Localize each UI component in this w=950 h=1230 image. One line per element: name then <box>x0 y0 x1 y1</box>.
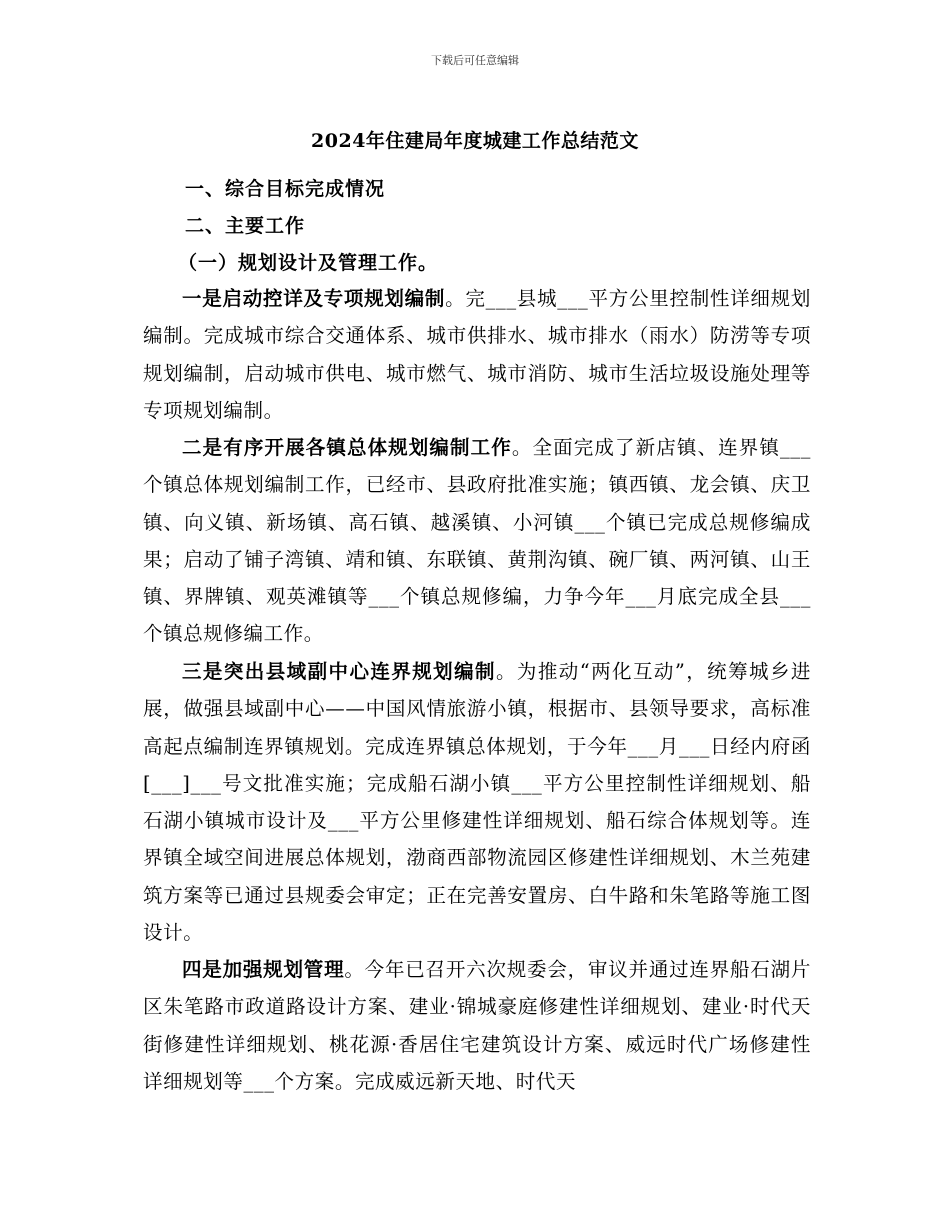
paragraph-body: 。全面完成了新店镇、连界镇___个镇总体规划编制工作，已经市、县政府批准实施；镇西镇、龙会镇、庆卫镇、向义镇、新场镇、高石镇、越溪镇、小河镇___个镇已完成总规修编成果；启动了铺子湾镇、靖和镇、东联镇、黄荆沟镇、碗厂镇、两河镇、山王镇、界牌镇、观英滩镇等___个镇总规修编，力争今年___月底完成全县___个镇总规修编工作。 <box>143 436 811 646</box>
paragraph-body: 。为推动“两化互动”，统筹城乡进展，做强县域副中心——中国风情旅游小镇，根据市、县领导要求，高标准高起点编制连界镇规划。完成连界镇总体规划，于今年___月___日经内府函[___]___号文批准实施；完成船石湖小镇___平方公里控制性详细规划、船石湖小镇城市设计及___平方公里修建性详细规划、船石综合体规划等。连界镇全域空间进展总体规划，渤商西部物流园区修建性详细规划、木兰苑建筑方案等已通过县规委会审定；正在完善安置房、白牛路和朱笔路等施工图设计。 <box>143 660 811 945</box>
section-heading-1: 一、综合目标完成情况 <box>185 178 386 200</box>
paragraph-4 <box>143 951 811 1100</box>
paragraph-lead: 二是有序开展各镇总体规划编制工作 <box>182 436 512 459</box>
subsection-heading: （一）规划设计及管理工作。 <box>178 252 439 274</box>
paragraph-lead: 三是突出县域副中心连界规划编制 <box>182 660 496 683</box>
paragraph-lead: 一是启动控详及专项规划编制 <box>182 287 446 310</box>
paragraph-body: 。今年已召开六次规委会，审议并通过连界船石湖片区朱笔路市政道路设计方案、建业·锦城豪庭修建性详细规划、建业·时代天街修建性详细规划、桃花源·香居住宅建筑设计方案、威远时代广场修建性详细规划等___个方案。完成威远新天地、时代天 <box>143 958 811 1093</box>
paragraph-body: 。完___县城___平方公里控制性详细规划编制。完成城市综合交通体系、城市供排水、城市排水（雨水）防涝等专项规划编制，启动城市供电、城市燃气、城市消防、城市生活垃圾设施处理等专项规划编制。 <box>143 287 811 422</box>
paragraph-lead: 四是加强规划管理 <box>182 958 345 981</box>
page-header: 下载后可任意编辑 <box>431 54 519 67</box>
paragraph-3 <box>143 653 811 951</box>
paragraph-1 <box>143 280 811 429</box>
paragraph-2 <box>143 429 811 653</box>
document-title: 2024年住建局年度城建工作总结范文 <box>311 130 639 152</box>
section-heading-2: 二、主要工作 <box>185 215 306 237</box>
